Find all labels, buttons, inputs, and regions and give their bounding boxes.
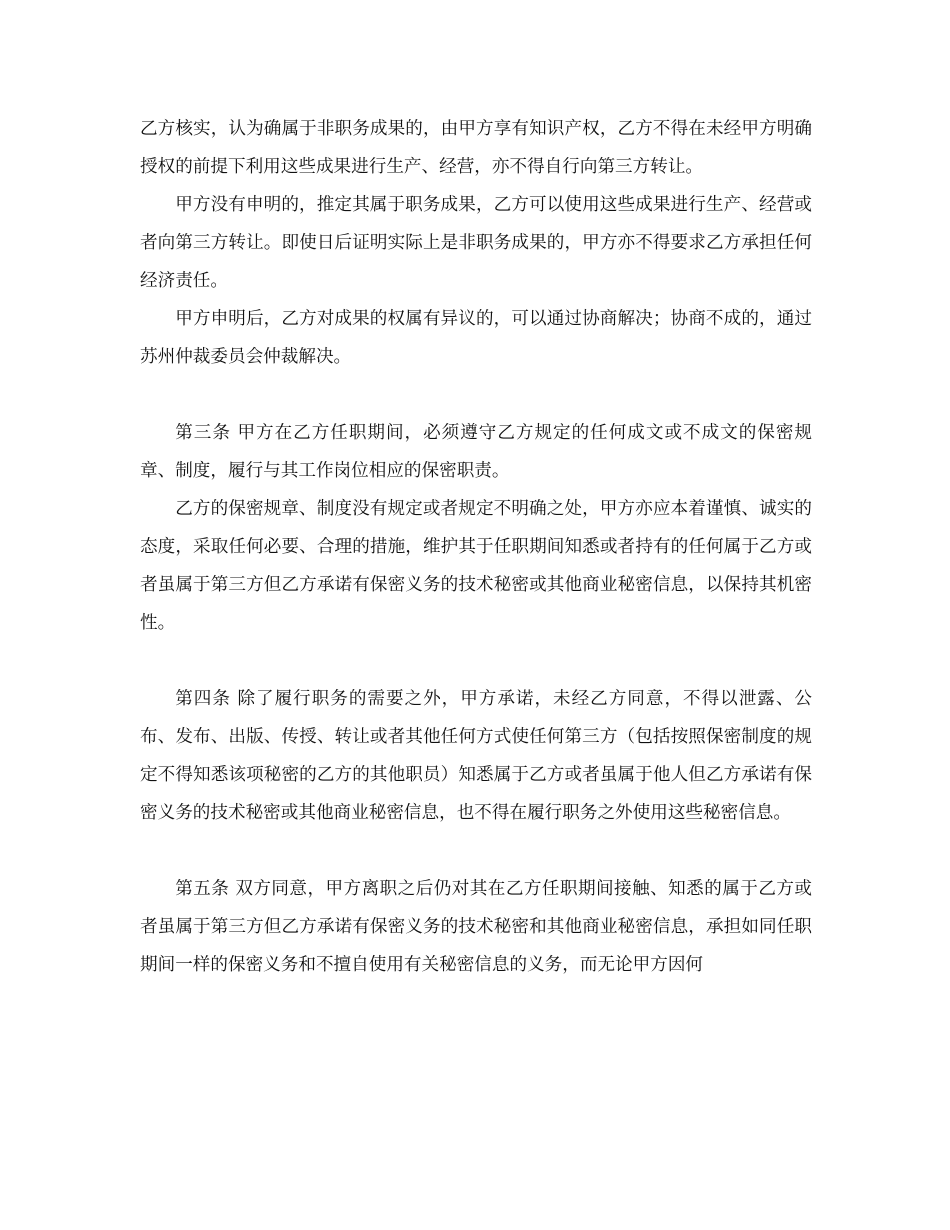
paragraph-2: 甲方没有申明的，推定其属于职务成果，乙方可以使用这些成果进行生产、经营或者向第三方转让。即使日后证明实际上是非职务成果的，甲方亦不得要求乙方承担任何经济责任。	[140, 195, 812, 291]
paragraph-gap	[140, 642, 812, 680]
article-4-paragraph: 第四条 除了履行职务的需要之外，甲方承诺，未经乙方同意，不得以泄露、公布、发布、出版、传授、转让或者其他任何方式使任何第三方（包括按照保密制度的规定不得知悉该项秘密的乙方的其他职员）知悉属于乙方或者虽属于他人但乙方承诺有保密义务的技术秘密或其他商业秘密信息，也不得在履行职务之外使用这些秘密信息。	[140, 689, 812, 823]
document-body	[140, 110, 812, 984]
article-3-paragraph: 第三条 甲方在乙方任职期间，必须遵守乙方规定的任何成文或不成文的保密规章、制度，履行与其工作岗位相应的保密职责。	[140, 423, 812, 481]
paragraph-gap	[140, 376, 812, 414]
paragraph-1: 乙方核实，认为确属于非职务成果的，由甲方享有知识产权，乙方不得在未经甲方明确授权的前提下利用这些成果进行生产、经营，亦不得自行向第三方转让。	[140, 119, 812, 177]
paragraph-5: 乙方的保密规章、制度没有规定或者规定不明确之处，甲方亦应本着谨慎、诚实的态度，采取任何必要、合理的措施，维护其于任职期间知悉或者持有的任何属于乙方或者虽属于第三方但乙方承诺有保密义务的技术秘密或其他商业秘密信息，以保持其机密性。	[140, 499, 812, 633]
paragraph-3: 甲方申明后，乙方对成果的权属有异议的，可以通过协商解决；协商不成的，通过苏州仲裁委员会仲裁解决。	[140, 309, 812, 367]
paragraph-gap	[140, 832, 812, 870]
article-5-paragraph: 第五条 双方同意，甲方离职之后仍对其在乙方任职期间接触、知悉的属于乙方或者虽属于第三方但乙方承诺有保密义务的技术秘密和其他商业秘密信息，承担如同任职期间一样的保密义务和不擅自使用有关秘密信息的义务，而无论甲方因何	[140, 879, 812, 975]
